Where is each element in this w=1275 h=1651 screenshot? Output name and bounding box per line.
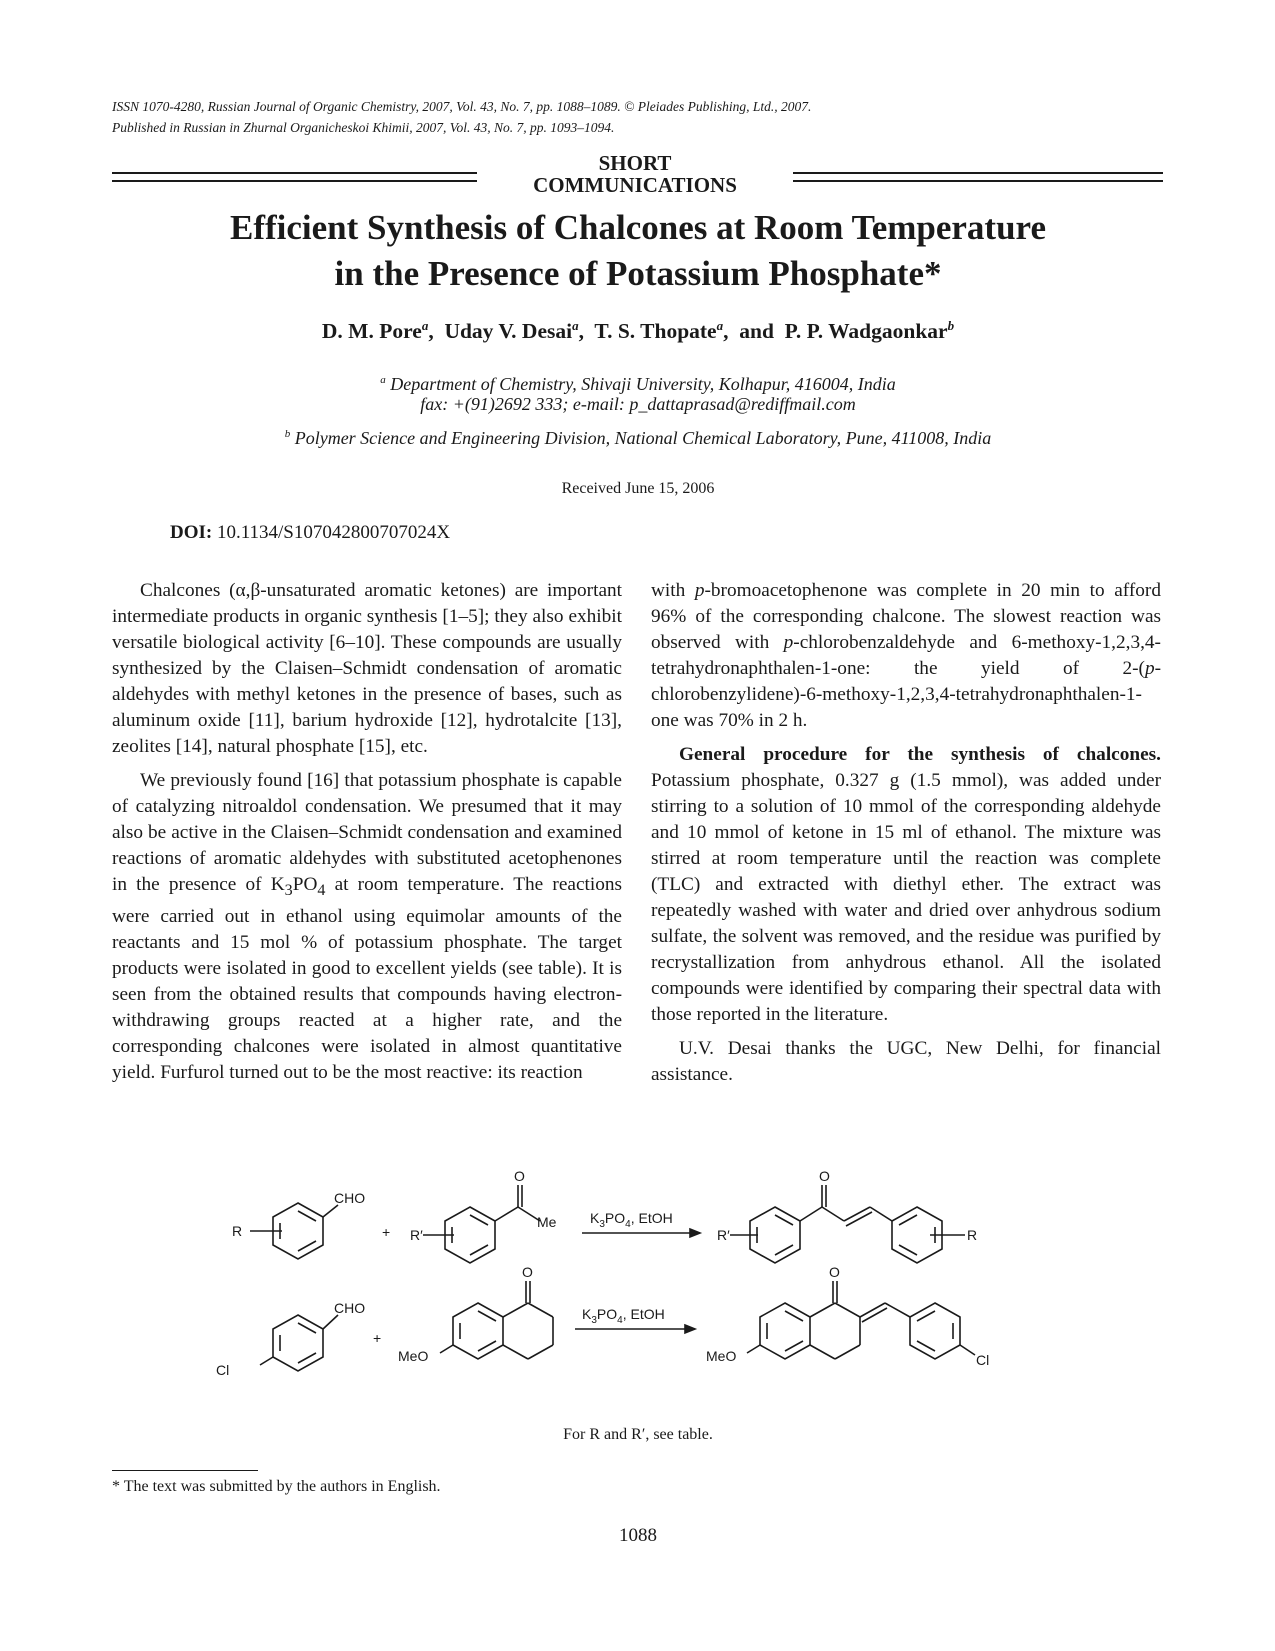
italic-run: p	[1144, 658, 1155, 679]
substituent-label: R′	[410, 1227, 423, 1243]
author-name: Uday V. Desai	[444, 319, 573, 344]
reagent-etoh: , EtOH	[630, 1210, 673, 1226]
text-run: -bromoacetophenone was complete in 20 min to afford 96% of the corresponding chalcone. The slowest reaction was observed with	[651, 580, 1161, 653]
doi-value[interactable]: 10.1134/S107042800707024X	[216, 522, 451, 543]
author-sup: b	[947, 318, 955, 333]
methoxy-label: MeO	[398, 1348, 429, 1364]
reagent-sub: 4	[617, 1315, 623, 1326]
text-run: with	[651, 580, 695, 601]
oxygen-label: O	[829, 1264, 840, 1280]
author-name: D. M. Pore	[321, 319, 422, 344]
author-name: P. P. Wadgaonkar	[784, 319, 948, 344]
right-column	[651, 578, 1161, 1096]
affiliation-a-contact: fax: +(91)2692 333; e-mail: p_dattaprasad@rediffmail.com	[420, 394, 856, 414]
author-sup: a	[716, 318, 724, 333]
affiliation-b-sup: b	[284, 428, 291, 440]
page-number: 1088	[619, 1525, 657, 1546]
chloro-label: Cl	[216, 1362, 230, 1378]
section-rule-left	[112, 172, 477, 182]
footnote-rule	[112, 1470, 258, 1471]
reagent-sub: 3	[591, 1315, 597, 1326]
reagent-label	[590, 1210, 673, 1230]
aldehyde-label: CHO	[334, 1300, 366, 1316]
paragraph	[651, 742, 1161, 1028]
paragraph: Chalcones (α,β-unsaturated aromatic ketones) are important intermediate products in organic synthesis [1–5]; they also exhibit versatile biological activity [6–10]. These compounds are usually synthesized by the Claisen–Schmidt condensation of aromatic aldehydes with methyl ketones in the presence of bases, such as aluminum oxide [11], barium hydroxide [12], hydrotalcite [13], zeolites [14], natural phosphate [15], etc.	[112, 580, 622, 757]
methoxy-label: MeO	[706, 1348, 737, 1364]
oxygen-label: O	[819, 1168, 830, 1184]
paragraph	[112, 768, 622, 1086]
section-label	[505, 152, 765, 196]
article-title	[112, 205, 1164, 297]
scheme-caption: For R and R′, see table.	[563, 1426, 713, 1443]
doi-label: DOI:	[170, 522, 213, 543]
section-label-line2: COMMUNICATIONS	[533, 173, 737, 197]
reaction-scheme	[216, 1168, 1060, 1425]
paragraph: U.V. Desai thanks the UGC, New Delhi, for financial assistance.	[651, 1038, 1161, 1085]
oxygen-label: O	[522, 1264, 533, 1280]
text-run: Potassium phosphate, 0.327 g (1.5 mmol), was added under stirring to a solution of 10 mmol of the corresponding aldehyde and 10 mmol of ketone in 15 ml of ethanol. The mixture was stirred at room temperature until the reaction was complete (TLC) and extracted with diethyl ether. The extract was repeatedly washed with water and dried over anhydrous sodium sulfate, the solvent was removed, and the residue was purified by recrystallization from anhydrous ethanol. All the isolated compounds were identified by comparing their spectral data with those reported in the literature.	[651, 770, 1161, 1025]
chloro-label: Cl	[976, 1352, 990, 1368]
author-sup: a	[572, 318, 579, 333]
title-line2: in the Presence of Potassium Phosphate*	[334, 254, 942, 293]
subscript: 4	[317, 881, 326, 899]
paragraph	[651, 578, 1161, 734]
affiliation-b-line1: Polymer Science and Engineering Division, National Chemical Laboratory, Pune, 411008, India	[294, 428, 992, 448]
affiliation-a-line1: Department of Chemistry, Shivaji University, Kolhapur, 416004, India	[390, 374, 896, 394]
text-run: -chlorobenzaldehyde and 6-methoxy-1,2,3,4-tetrahydronaphthalen-1-one: the yield of 2-(	[651, 632, 1161, 679]
substituent-label: R′	[717, 1227, 730, 1243]
reagent-po: PO	[596, 1306, 618, 1322]
methyl-label: Me	[537, 1214, 557, 1230]
plus-sign: +	[382, 1224, 391, 1240]
reagent-sub: 3	[599, 1219, 605, 1230]
footnote: * The text was submitted by the authors in English.	[112, 1478, 441, 1495]
doi	[170, 522, 450, 544]
reagent-sub: 4	[625, 1219, 631, 1230]
text-run: PO	[292, 874, 318, 895]
title-line1: Efficient Synthesis of Chalcones at Room Temperature	[230, 208, 1046, 247]
journal-header-line2: Published in Russian in Zhurnal Organicheskoi Khimii, 2007, Vol. 43, No. 7, pp. 1093–1094.	[112, 120, 615, 135]
section-label-line1: SHORT	[598, 151, 672, 175]
procedure-heading: General procedure for the synthesis of chalcones.	[679, 744, 1161, 765]
plus-sign: +	[373, 1330, 382, 1346]
author-name: T. S. Thopate	[594, 319, 717, 344]
text-run: We previously found [16] that potassium phosphate is capable of catalyzing nitroaldol condensation. We presumed that it may also be active in the Claisen–Schmidt condensation and examined reactions of aromatic aldehydes with substituted acetophenones in the presence of K	[112, 770, 622, 895]
substituent-label: R	[232, 1223, 243, 1239]
italic-run: p	[694, 580, 705, 601]
subscript: 3	[284, 881, 293, 899]
oxygen-label: O	[514, 1168, 525, 1184]
reagent-k: K	[582, 1306, 592, 1322]
section-rule-right	[793, 172, 1163, 182]
affiliation-a-sup: a	[380, 374, 386, 386]
left-column	[112, 578, 622, 1094]
author-list: D. M. Pore$^a$, Uday V. Desai$^a$, T. S. Thopate$^a$, and P. P. Wadgaonkar$^b$	[321, 318, 955, 344]
text-run: -chlorobenzylidene)-6-methoxy-1,2,3,4-tetrahydronaphthalen-1-one was 70% in 2 h.	[651, 658, 1161, 731]
italic-run: p	[783, 632, 794, 653]
reagent-k: K	[590, 1210, 600, 1226]
reagent-po: PO	[604, 1210, 626, 1226]
journal-header-line1: ISSN 1070-4280, Russian Journal of Organic Chemistry, 2007, Vol. 43, No. 7, pp. 1088–1089. © Pleiades Publishing, Ltd., 2007.	[112, 99, 812, 114]
author-sup: a	[421, 318, 429, 333]
reagent-label	[582, 1306, 665, 1326]
affiliation-b	[112, 422, 1164, 450]
reagent-etoh: , EtOH	[622, 1306, 665, 1322]
substituent-label: R	[967, 1227, 978, 1243]
received-date: Received June 15, 2006	[561, 480, 715, 497]
text-run: at room temperature. The reactions were carried out in ethanol using equimolar amounts of the reactants and 15 mol % of potassium phosphate. The target products were isolated in good to excellent yields (see table). It is seen from the obtained results that compounds having electron-withdrawing groups reacted at a higher rate, and the corresponding chalcones were isolated in almost quantitative yield. Furfurol turned out to be the most reactive: its reaction	[112, 874, 622, 1083]
aldehyde-label: CHO	[334, 1190, 366, 1206]
